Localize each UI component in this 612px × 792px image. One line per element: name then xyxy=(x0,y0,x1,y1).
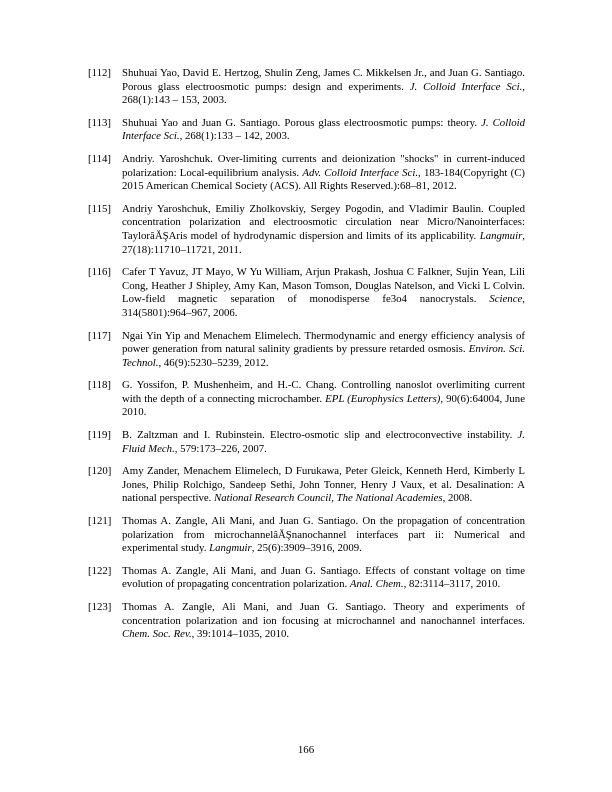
reference-entry xyxy=(88,601,525,642)
reference-segment: , 27(18):11710–11721, 2011. xyxy=(122,229,525,256)
reference-label: [123] xyxy=(88,601,112,613)
page-number: 166 xyxy=(297,744,315,756)
reference-label: [113] xyxy=(88,116,111,129)
reference-entry xyxy=(88,117,525,144)
reference-segment: Andriy. Yaroshchuk. Over-limiting currents and deionization "shocks" in current-induced polarization: Local-equilibrium analysis. xyxy=(122,152,525,179)
reference-label: [112] xyxy=(88,67,111,79)
journal-name: EPL (Europhysics Letters) xyxy=(325,392,441,405)
reference-segment: Thomas A. Zangle, Ali Mani, and Juan G. Santiago. Theory and experiments of concentration polarization and ion focusing at microchannel and nanochannel interfaces. xyxy=(122,601,525,627)
reference-label: [119] xyxy=(88,429,111,442)
reference-entry xyxy=(88,379,525,420)
reference-entry xyxy=(88,465,525,506)
reference-label: [114] xyxy=(88,152,111,165)
journal-name: Anal. Chem. xyxy=(349,578,404,591)
reference-text xyxy=(122,266,525,320)
reference-segment: Thomas A. Zangle, Ali Mani, and Juan G. Santiago. On the propagation of concentration polarization from microchannelâĂŞnanochannel interfaces part ii: Numerical and experimental study. xyxy=(122,515,525,555)
reference-segment: Amy Zander, Menachem Elimelech, D Furukawa, Peter Gleick, Kenneth Herd, Kimberly L Jones, Philip Rolchigo, Sandeep Sethi, John Tonner, Henry J Vaux, et al. Desalination: A national perspective. xyxy=(122,465,525,505)
journal-name: Langmuir xyxy=(209,542,252,555)
journal-name: Environ. Sci. Technol. xyxy=(122,343,525,369)
journal-name: National Research Council, The National Academies xyxy=(214,492,443,505)
journal-name: Adv. Colloid Interface Sci. xyxy=(302,166,419,179)
reference-text xyxy=(122,429,525,456)
reference-segment: , 90(6):64004, June 2010. xyxy=(122,392,525,419)
reference-text xyxy=(122,379,525,420)
reference-segment: , 39:1014–1035, 2010. xyxy=(191,628,290,641)
journal-name: Science xyxy=(489,293,523,306)
reference-segment: Shuhuai Yao and Juan G. Santiago. Porous glass electroosmotic pumps: theory. xyxy=(122,116,482,129)
reference-entry xyxy=(88,266,525,320)
reference-text xyxy=(122,153,525,194)
journal-name: Chem. Soc. Rev. xyxy=(122,628,192,641)
reference-label: [115] xyxy=(88,202,111,215)
reference-segment: B. Zaltzman and I. Rubinstein. Electro-osmotic slip and electroconvective instability. xyxy=(122,429,518,442)
journal-name: J. Colloid Interface Sci. xyxy=(409,80,523,93)
reference-segment: , 183-184(Copyright (C) 2015 American Chemical Society (ACS). All Rights Reserved.):68–81, 2012. xyxy=(122,166,525,193)
reference-label: [116] xyxy=(88,266,111,279)
reference-text xyxy=(122,330,525,371)
reference-text xyxy=(122,465,525,506)
reference-entry xyxy=(88,153,525,194)
journal-name: Langmuir xyxy=(479,229,523,242)
reference-segment: , 579:173–226, 2007. xyxy=(174,442,267,455)
reference-segment: , 46(9):5230–5239, 2012. xyxy=(158,356,269,369)
reference-segment: , 82:3114–3117, 2010. xyxy=(403,578,501,591)
reference-label: [122] xyxy=(88,564,112,577)
reference-segment: , 25(6):3909–3916, 2009. xyxy=(251,542,362,555)
reference-label: [117] xyxy=(88,329,111,342)
reference-segment: , 268(1):143 – 153, 2003. xyxy=(122,80,525,107)
reference-entry xyxy=(88,429,525,456)
reference-label: [118] xyxy=(88,379,111,392)
reference-label: [121] xyxy=(88,515,112,528)
reference-label: [120] xyxy=(88,465,112,478)
reference-text xyxy=(122,515,525,556)
reference-entry xyxy=(88,203,525,257)
reference-segment: , 268(1):133 – 142, 2003. xyxy=(179,130,290,143)
reference-segment: Shuhuai Yao, David E. Hertzog, Shulin Zeng, James C. Mikkelsen Jr., and Juan G. Santiago. Porous glass electroosmotic pumps: design and experiments. xyxy=(122,67,525,93)
reference-list xyxy=(88,67,525,651)
journal-name: J. Colloid Interface Sci. xyxy=(122,116,525,143)
reference-entry xyxy=(88,67,525,108)
reference-text xyxy=(122,203,525,257)
reference-entry xyxy=(88,565,525,592)
reference-segment: Andriy Yaroshchuk, Emiliy Zholkovskiy, Sergey Pogodin, and Vladimir Baulin. Coupled concentration polarization and electroosmotic circulation near Micro/Nanointerfaces: TaylorâĂŞAris model of hydrodynamic dispersion and limits of its applicability. xyxy=(122,202,525,242)
reference-segment: Ngai Yin Yip and Menachem Elimelech. Thermodynamic and energy efficiency analysis of power generation from natural salinity gradients by pressure retarded osmosis. xyxy=(122,329,525,356)
reference-text xyxy=(122,67,525,108)
reference-segment: , 314(5801):964–967, 2006. xyxy=(122,293,525,319)
reference-text xyxy=(122,565,525,592)
reference-entry xyxy=(88,330,525,371)
reference-text xyxy=(122,117,525,144)
reference-text xyxy=(122,601,525,642)
reference-entry xyxy=(88,515,525,556)
reference-segment: Cafer T Yavuz, JT Mayo, W Yu William, Arjun Prakash, Joshua C Falkner, Sujin Yean, Lili Cong, Heather J Shipley, Amy Kan, Mason Tomson, Douglas Natelson, and Vicki L Colvin. Low-field magnetic separation of monodisperse fe3o4 nanocrystals. xyxy=(122,266,525,306)
reference-segment: G. Yossifon, P. Mushenheim, and H.-C. Chang. Controlling nanoslot overlimiting current with the depth of a connecting microchamber. xyxy=(122,379,525,405)
journal-name: J. Fluid Mech. xyxy=(122,429,525,455)
reference-segment: , 2008. xyxy=(442,492,473,505)
reference-segment: Thomas A. Zangle, Ali Mani, and Juan G. Santiago. Effects of constant voltage on time evolution of propagating concentration polarization. xyxy=(122,564,525,591)
